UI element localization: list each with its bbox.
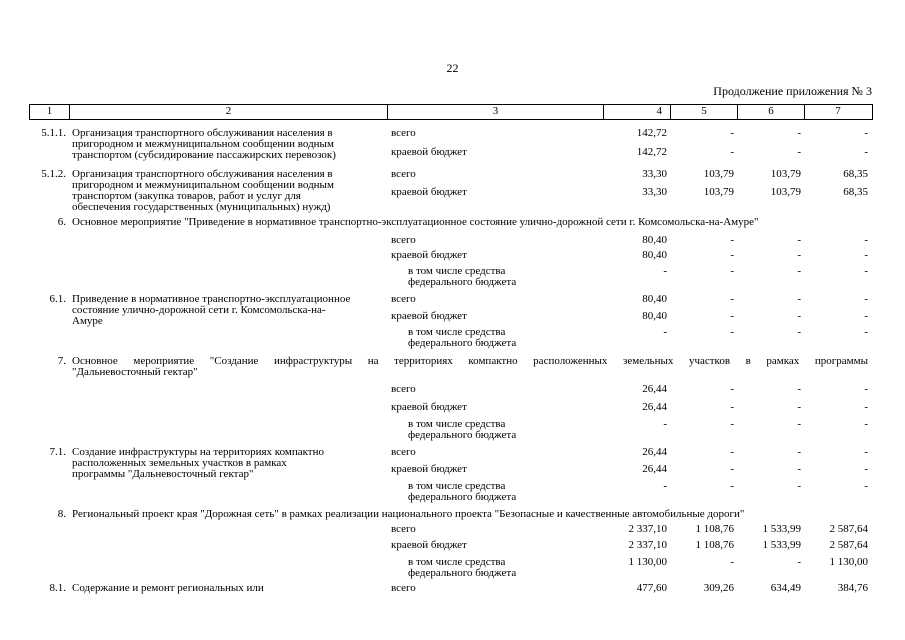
funding-label: всего (391, 234, 416, 246)
funding-label: всего (391, 582, 416, 594)
value-cell: 2 587,64 (829, 523, 868, 535)
value-cell: - (797, 401, 801, 413)
value-cell: 2 337,10 (628, 523, 667, 535)
funding-label: федерального бюджета (408, 429, 517, 441)
value-cell: 1 108,76 (695, 539, 734, 551)
value-cell: - (864, 480, 868, 492)
value-cell: 384,76 (837, 582, 868, 594)
funding-label: всего (391, 446, 416, 458)
row-number: 7. (57, 355, 66, 367)
value-cell: 26,44 (642, 383, 667, 395)
funding-label: всего (391, 383, 416, 395)
funding-label: всего (391, 523, 416, 535)
value-cell: - (797, 265, 801, 277)
row-description: Региональный проект края "Дорожная сеть" в рамках реализации национального проекта "Безопасные и качественные автомобильные дороги" (72, 508, 745, 520)
value-cell: - (730, 293, 734, 305)
header-col-1: 1 (46, 105, 53, 117)
value-cell: - (864, 463, 868, 475)
value-cell: - (797, 556, 801, 568)
value-cell: 80,40 (642, 293, 667, 305)
value-cell: - (730, 556, 734, 568)
row-description: Организация транспортного обслуживания населения в (72, 127, 333, 139)
value-cell: - (864, 146, 868, 158)
value-cell: - (864, 418, 868, 430)
row-description: Создание инфраструктуры на территориях компактно (72, 446, 324, 458)
row-description: Содержание и ремонт региональных или (72, 582, 264, 594)
funding-label: краевой бюджет (391, 186, 467, 198)
value-cell: 1 130,00 (628, 556, 667, 568)
page-number: 22 (446, 61, 459, 75)
value-cell: 103,79 (703, 168, 734, 180)
value-cell: - (730, 401, 734, 413)
row-description: Основное мероприятие "Создание инфраструктуры на территориях компактно расположенных земельных участков в рамках программы (72, 355, 868, 367)
funding-label: краевой бюджет (391, 463, 467, 475)
value-cell: - (797, 293, 801, 305)
value-cell: - (730, 446, 734, 458)
value-cell: - (797, 383, 801, 395)
value-cell: - (663, 480, 667, 492)
value-cell: - (730, 310, 734, 322)
row-description: расположенных земельных участков в рамках (72, 457, 287, 469)
funding-label: в том числе средства (408, 265, 506, 277)
value-cell: - (730, 127, 734, 139)
value-cell: 1 533,99 (762, 539, 801, 551)
funding-label: всего (391, 127, 416, 139)
row-description: Организация транспортного обслуживания населения в (72, 168, 333, 180)
value-cell: - (797, 446, 801, 458)
row-number: 7.1. (49, 446, 66, 458)
value-cell: - (730, 265, 734, 277)
value-cell: - (797, 480, 801, 492)
header-col-6: 6 (768, 105, 774, 117)
value-cell: 477,60 (636, 582, 667, 594)
row-description: состояние улично-дорожной сети г. Комсомольска-на- (72, 304, 326, 316)
funding-label: федерального бюджета (408, 567, 517, 579)
value-cell: 2 587,64 (829, 539, 868, 551)
value-cell: - (797, 326, 801, 338)
value-cell: 68,35 (843, 168, 868, 180)
value-cell: - (864, 310, 868, 322)
value-cell: - (730, 463, 734, 475)
value-cell: - (797, 249, 801, 261)
value-cell: 309,26 (703, 582, 734, 594)
value-cell: 68,35 (843, 186, 868, 198)
value-cell: 80,40 (642, 234, 667, 246)
row-number: 8. (57, 508, 66, 520)
value-cell: - (864, 383, 868, 395)
value-cell: - (730, 383, 734, 395)
row-description: программы "Дальневосточный гектар" (72, 468, 254, 480)
row-description: транспортом (субсидирование пассажирских перевозок) (72, 149, 336, 161)
value-cell: 142,72 (636, 146, 667, 158)
row-description: транспортом (закупка товаров, работ и услуг для (72, 190, 301, 202)
row-description: Приведение в нормативное транспортно-эксплуатационное (72, 293, 351, 305)
funding-label: краевой бюджет (391, 146, 467, 158)
row-description: Основное мероприятие "Приведение в нормативное транспортно-эксплуатационное состояние улично-дорожной сети г. Комсомольска-на-Амуре" (72, 216, 759, 228)
value-cell: - (797, 463, 801, 475)
funding-label: федерального бюджета (408, 337, 517, 349)
value-cell: - (663, 418, 667, 430)
value-cell: 103,79 (703, 186, 734, 198)
row-description: Амуре (72, 315, 103, 327)
row-description: пригородном и межмуниципальном сообщении водным (72, 138, 334, 150)
value-cell: 2 337,10 (628, 539, 667, 551)
value-cell: - (864, 234, 868, 246)
funding-label: в том числе средства (408, 418, 506, 430)
funding-label: всего (391, 168, 416, 180)
row-description: "Дальневосточный гектар" (72, 366, 198, 378)
row-number: 6. (57, 216, 66, 228)
funding-label: федерального бюджета (408, 491, 517, 503)
header-col-3: 3 (492, 105, 499, 117)
funding-label: краевой бюджет (391, 310, 467, 322)
row-number: 5.1.1. (41, 127, 66, 139)
value-cell: 142,72 (636, 127, 667, 139)
value-cell: - (730, 418, 734, 430)
value-cell: - (797, 418, 801, 430)
value-cell: 26,44 (642, 401, 667, 413)
row-number: 6.1. (49, 293, 66, 305)
value-cell: - (864, 401, 868, 413)
value-cell: 80,40 (642, 249, 667, 261)
value-cell: 103,79 (770, 186, 801, 198)
value-cell: - (730, 249, 734, 261)
continuation-note: Продолжение приложения № 3 (713, 84, 872, 98)
value-cell: - (730, 480, 734, 492)
header-col-2: 2 (225, 105, 232, 117)
value-cell: - (663, 265, 667, 277)
value-cell: - (864, 326, 868, 338)
value-cell: - (864, 446, 868, 458)
value-cell: 26,44 (642, 446, 667, 458)
value-cell: - (797, 234, 801, 246)
funding-label: в том числе средства (408, 326, 506, 338)
row-description: обеспечения государственных (муниципальных) нужд) (72, 201, 331, 213)
value-cell: 26,44 (642, 463, 667, 475)
value-cell: 1 108,76 (695, 523, 734, 535)
value-cell: 1 533,99 (762, 523, 801, 535)
value-cell: - (797, 310, 801, 322)
funding-label: всего (391, 293, 416, 305)
value-cell: - (663, 326, 667, 338)
funding-label: федерального бюджета (408, 276, 517, 288)
header-col-5: 5 (701, 105, 707, 117)
value-cell: - (730, 234, 734, 246)
header-col-7: 7 (835, 105, 841, 117)
funding-label: в том числе средства (408, 556, 506, 568)
value-cell: - (864, 265, 868, 277)
value-cell: - (864, 249, 868, 261)
row-description: пригородном и межмуниципальном сообщении водным (72, 179, 334, 191)
value-cell: 634,49 (770, 582, 801, 594)
row-number: 8.1. (49, 582, 66, 594)
value-cell: - (864, 127, 868, 139)
header-col-4: 4 (656, 105, 662, 117)
value-cell: 33,30 (642, 168, 667, 180)
funding-label: в том числе средства (408, 480, 506, 492)
value-cell: 80,40 (642, 310, 667, 322)
value-cell: - (797, 146, 801, 158)
value-cell: 33,30 (642, 186, 667, 198)
value-cell: 1 130,00 (829, 556, 868, 568)
value-cell: 103,79 (770, 168, 801, 180)
value-cell: - (730, 146, 734, 158)
funding-label: краевой бюджет (391, 249, 467, 261)
funding-label: краевой бюджет (391, 539, 467, 551)
funding-label: краевой бюджет (391, 401, 467, 413)
value-cell: - (730, 326, 734, 338)
value-cell: - (797, 127, 801, 139)
row-number: 5.1.2. (41, 168, 66, 180)
value-cell: - (864, 293, 868, 305)
